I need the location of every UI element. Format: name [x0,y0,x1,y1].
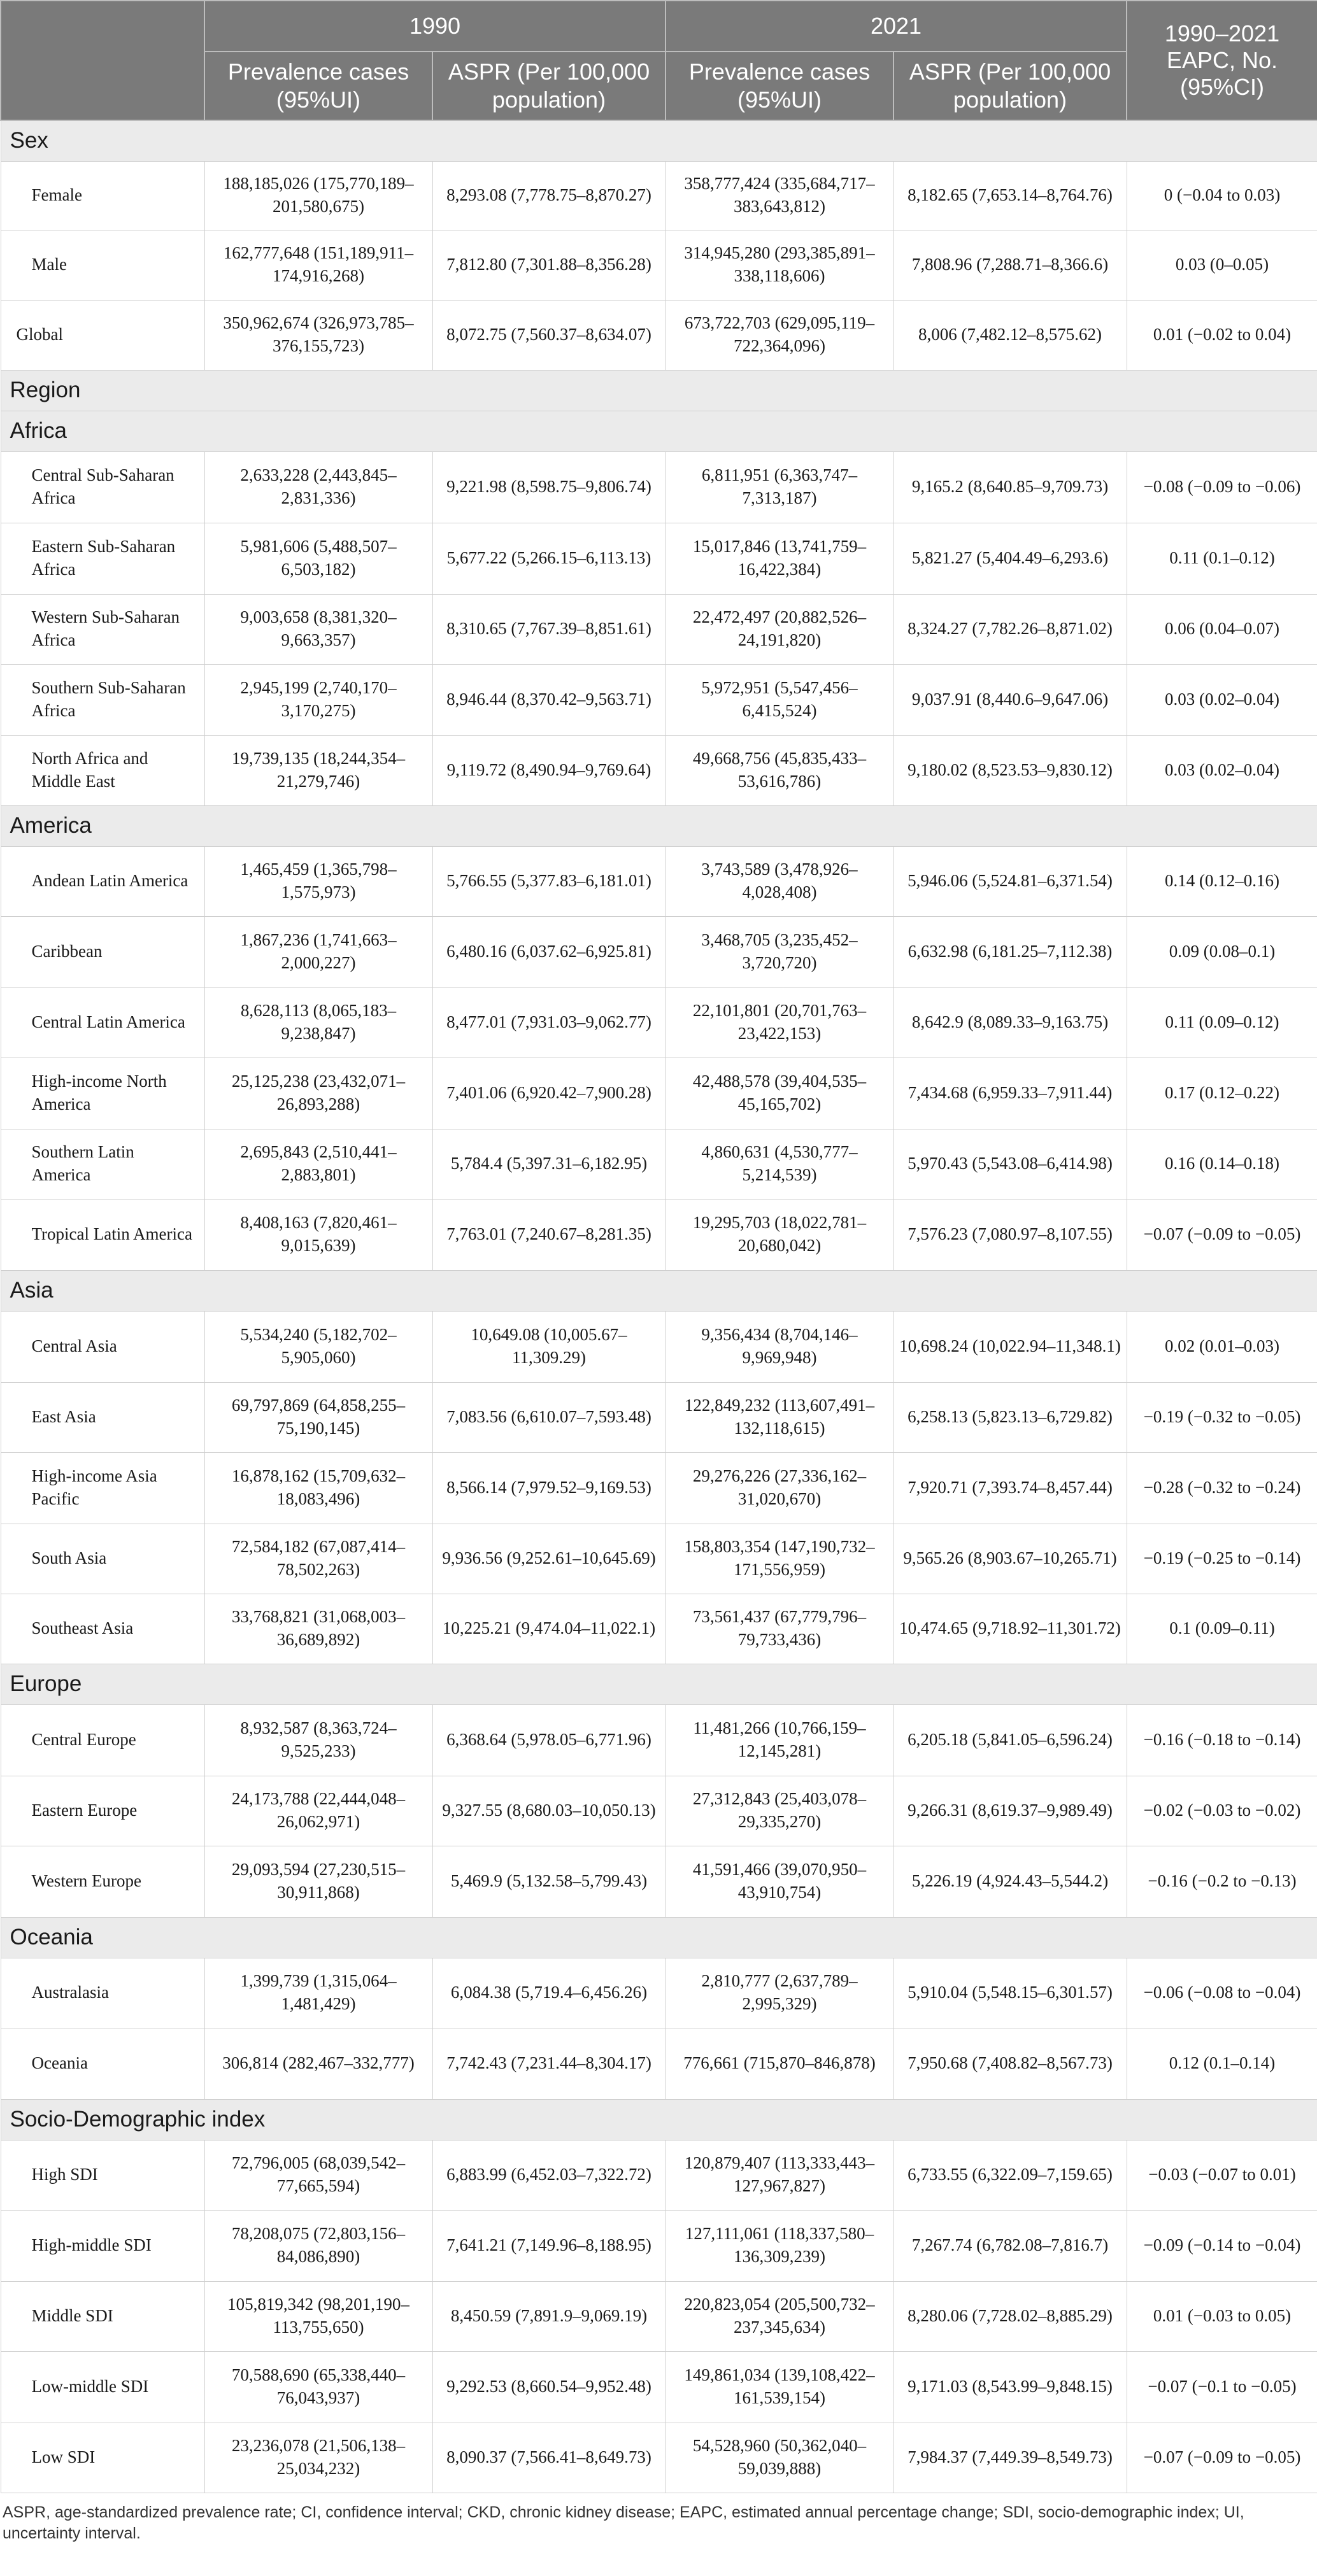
eapc-cell: −0.09 (−0.14 to −0.04) [1127,2210,1317,2281]
prevalence-1990-cell: 350,962,674 (326,973,785–376,155,723) [204,300,432,370]
aspr-2021-cell: 7,576.23 (7,080.97–8,107.55) [893,1199,1127,1270]
aspr-1990-cell: 10,649.08 (10,005.67–11,309.29) [432,1311,666,1382]
prevalence-2021-cell: 673,722,703 (629,095,119–722,364,096) [666,300,893,370]
table-row [1,300,1317,370]
aspr-2021-cell: 5,970.43 (5,543.08–6,414.98) [893,1129,1127,1199]
table-row [1,230,1317,300]
prevalence-1990-cell: 1,465,459 (1,365,798–1,575,973) [204,846,432,916]
eapc-cell: −0.07 (−0.1 to −0.05) [1127,2351,1317,2423]
aspr-1990-cell: 8,450.59 (7,891.9–9,069.19) [432,2281,666,2351]
prevalence-2021-cell: 776,661 (715,870–846,878) [666,2028,893,2099]
section-title: Oceania [1,1917,1317,1958]
prevalence-1990-cell: 70,588,690 (65,338,440–76,043,937) [204,2351,432,2423]
eapc-cell: 0.09 (0.08–0.1) [1127,916,1317,987]
aspr-2021-cell: 9,565.26 (8,903.67–10,265.71) [893,1524,1127,1594]
table-row [1,2028,1317,2099]
table-row [1,1524,1317,1594]
aspr-2021-cell: 6,205.18 (5,841.05–6,596.24) [893,1704,1127,1776]
table-row [1,987,1317,1058]
table-row [1,916,1317,987]
aspr-2021-cell: 8,182.65 (7,653.14–8,764.76) [893,161,1127,230]
prevalence-2021-cell: 49,668,756 (45,835,433–53,616,786) [666,735,893,805]
header-year-1990: 1990 [204,1,666,52]
row-label: Western Sub-Saharan Africa [1,594,204,664]
prevalence-2021-cell: 314,945,280 (293,385,891–338,118,606) [666,230,893,300]
aspr-1990-cell: 9,936.56 (9,252.61–10,645.69) [432,1524,666,1594]
prevalence-2021-cell: 54,528,960 (50,362,040–59,039,888) [666,2423,893,2493]
eapc-cell: 0 (−0.04 to 0.03) [1127,161,1317,230]
prevalence-2021-cell: 2,810,777 (2,637,789–2,995,329) [666,1958,893,2028]
row-label: Low-middle SDI [1,2351,204,2423]
eapc-cell: −0.19 (−0.25 to −0.14) [1127,1524,1317,1594]
aspr-1990-cell: 5,766.55 (5,377.83–6,181.01) [432,846,666,916]
table-row [1,1594,1317,1664]
eapc-cell: −0.28 (−0.32 to −0.24) [1127,1452,1317,1524]
aspr-2021-cell: 9,171.03 (8,543.99–9,848.15) [893,2351,1127,2423]
row-label: East Asia [1,1382,204,1452]
aspr-2021-cell: 5,946.06 (5,524.81–6,371.54) [893,846,1127,916]
prevalence-2021-cell: 158,803,354 (147,190,732–171,556,959) [666,1524,893,1594]
row-label: South Asia [1,1524,204,1594]
table-footnote: ASPR, age-standardized prevalence rate; CI, confidence interval; CKD, chronic kidney disease; EAPC, estimated annual percentage change; SDI, socio-demographic index; UI, uncertainty interval. [3,2503,1244,2542]
aspr-2021-cell: 6,733.55 (6,322.09–7,159.65) [893,2140,1127,2210]
prevalence-2021-cell: 4,860,631 (4,530,777–5,214,539) [666,1129,893,1199]
aspr-1990-cell: 6,368.64 (5,978.05–6,771.96) [432,1704,666,1776]
table-row [1,1382,1317,1452]
table-row [1,1199,1317,1270]
aspr-2021-cell: 6,258.13 (5,823.13–6,729.82) [893,1382,1127,1452]
section-header-row [1,120,1317,161]
section-title: Asia [1,1270,1317,1311]
section-header-row [1,1270,1317,1311]
prevalence-1990-cell: 5,981,606 (5,488,507–6,503,182) [204,523,432,594]
row-label: Southern Latin America [1,1129,204,1199]
aspr-2021-cell: 9,165.2 (8,640.85–9,709.73) [893,451,1127,523]
row-label: Tropical Latin America [1,1199,204,1270]
row-label: Southern Sub-Saharan Africa [1,664,204,735]
prevalence-2021-cell: 149,861,034 (139,108,422–161,539,154) [666,2351,893,2423]
eapc-cell: 0.16 (0.14–0.18) [1127,1129,1317,1199]
eapc-cell: 0.17 (0.12–0.22) [1127,1058,1317,1129]
table-row [1,451,1317,523]
prevalence-1990-cell: 16,878,162 (15,709,632–18,083,496) [204,1452,432,1524]
prevalence-1990-cell: 25,125,238 (23,432,071–26,893,288) [204,1058,432,1129]
row-label: Caribbean [1,916,204,987]
section-header-row [1,2099,1317,2140]
header-year-2021: 2021 [666,1,1127,52]
prevalence-1990-cell: 8,408,163 (7,820,461–9,015,639) [204,1199,432,1270]
prevalence-2021-cell: 9,356,434 (8,704,146–9,969,948) [666,1311,893,1382]
table-row [1,664,1317,735]
table-row [1,1776,1317,1846]
aspr-1990-cell: 10,225.21 (9,474.04–11,022.1) [432,1594,666,1664]
section-header-row [1,1917,1317,1958]
header-prevalence-2021: Prevalence cases (95%UI) [666,52,893,120]
table-row [1,1704,1317,1776]
eapc-cell: 0.1 (0.09–0.11) [1127,1594,1317,1664]
aspr-2021-cell: 8,280.06 (7,728.02–8,885.29) [893,2281,1127,2351]
row-label: Southeast Asia [1,1594,204,1664]
prevalence-2021-cell: 27,312,843 (25,403,078–29,335,270) [666,1776,893,1846]
prevalence-2021-cell: 15,017,846 (13,741,759–16,422,384) [666,523,893,594]
eapc-cell: 0.01 (−0.03 to 0.05) [1127,2281,1317,2351]
aspr-2021-cell: 5,910.04 (5,548.15–6,301.57) [893,1958,1127,2028]
aspr-2021-cell: 8,006 (7,482.12–8,575.62) [893,300,1127,370]
header-corner [1,1,204,120]
aspr-1990-cell: 8,310.65 (7,767.39–8,851.61) [432,594,666,664]
prevalence-2021-cell: 122,849,232 (113,607,491–132,118,615) [666,1382,893,1452]
eapc-cell: 0.01 (−0.02 to 0.04) [1127,300,1317,370]
table-row [1,1311,1317,1382]
eapc-cell: 0.03 (0.02–0.04) [1127,735,1317,805]
eapc-cell: 0.12 (0.1–0.14) [1127,2028,1317,2099]
aspr-1990-cell: 9,327.55 (8,680.03–10,050.13) [432,1776,666,1846]
row-label: Female [1,161,204,230]
row-label: Middle SDI [1,2281,204,2351]
table-header [1,1,1317,120]
prevalence-1990-cell: 23,236,078 (21,506,138–25,034,232) [204,2423,432,2493]
table-row [1,2281,1317,2351]
section-title: Sex [1,120,1317,161]
header-eapc: 1990–2021 EAPC, No. (95%CI) [1127,1,1317,120]
eapc-cell: 0.11 (0.09–0.12) [1127,987,1317,1058]
aspr-2021-cell: 9,037.91 (8,440.6–9,647.06) [893,664,1127,735]
row-label: Andean Latin America [1,846,204,916]
eapc-cell: −0.07 (−0.09 to −0.05) [1127,2423,1317,2493]
row-label: High-income Asia Pacific [1,1452,204,1524]
table-row [1,1846,1317,1917]
row-label: High-middle SDI [1,2210,204,2281]
eapc-cell: 0.14 (0.12–0.16) [1127,846,1317,916]
prevalence-1990-cell: 9,003,658 (8,381,320–9,663,357) [204,594,432,664]
eapc-cell: −0.16 (−0.2 to −0.13) [1127,1846,1317,1917]
header-aspr-2021: ASPR (Per 100,000 population) [893,52,1127,120]
aspr-2021-cell: 9,266.31 (8,619.37–9,989.49) [893,1776,1127,1846]
prevalence-1990-cell: 69,797,869 (64,858,255–75,190,145) [204,1382,432,1452]
eapc-cell: −0.07 (−0.09 to −0.05) [1127,1199,1317,1270]
prevalence-1990-cell: 29,093,594 (27,230,515–30,911,868) [204,1846,432,1917]
prevalence-1990-cell: 72,584,182 (67,087,414–78,502,263) [204,1524,432,1594]
prevalence-2021-cell: 29,276,226 (27,336,162–31,020,670) [666,1452,893,1524]
aspr-1990-cell: 7,742.43 (7,231.44–8,304.17) [432,2028,666,2099]
prevalence-1990-cell: 162,777,648 (151,189,911–174,916,268) [204,230,432,300]
aspr-1990-cell: 6,084.38 (5,719.4–6,456.26) [432,1958,666,2028]
eapc-cell: −0.16 (−0.18 to −0.14) [1127,1704,1317,1776]
prevalence-2021-cell: 358,777,424 (335,684,717–383,643,812) [666,161,893,230]
row-label: Central Europe [1,1704,204,1776]
prevalence-2021-cell: 5,972,951 (5,547,456–6,415,524) [666,664,893,735]
prevalence-2021-cell: 6,811,951 (6,363,747–7,313,187) [666,451,893,523]
aspr-1990-cell: 7,812.80 (7,301.88–8,356.28) [432,230,666,300]
table-body [1,120,1317,2493]
aspr-1990-cell: 9,221.98 (8,598.75–9,806.74) [432,451,666,523]
aspr-2021-cell: 7,267.74 (6,782.08–7,816.7) [893,2210,1127,2281]
table-row [1,523,1317,594]
prevalence-2021-cell: 19,295,703 (18,022,781–20,680,042) [666,1199,893,1270]
aspr-2021-cell: 5,226.19 (4,924.43–5,544.2) [893,1846,1127,1917]
row-label: Global [1,300,204,370]
table-row [1,1452,1317,1524]
table-row [1,846,1317,916]
eapc-cell: 0.06 (0.04–0.07) [1127,594,1317,664]
section-header-row [1,370,1317,411]
prevalence-2021-cell: 41,591,466 (39,070,950–43,910,754) [666,1846,893,1917]
row-label: High-income North America [1,1058,204,1129]
prevalence-2021-cell: 73,561,437 (67,779,796–79,733,436) [666,1594,893,1664]
prevalence-1990-cell: 33,768,821 (31,068,003–36,689,892) [204,1594,432,1664]
eapc-cell: 0.03 (0–0.05) [1127,230,1317,300]
table-row [1,161,1317,230]
aspr-2021-cell: 7,920.71 (7,393.74–8,457.44) [893,1452,1127,1524]
prevalence-2021-cell: 42,488,578 (39,404,535–45,165,702) [666,1058,893,1129]
eapc-cell: −0.19 (−0.32 to −0.05) [1127,1382,1317,1452]
prevalence-2021-cell: 220,823,054 (205,500,732–237,345,634) [666,2281,893,2351]
eapc-cell: −0.08 (−0.09 to −0.06) [1127,451,1317,523]
row-label: Eastern Sub-Saharan Africa [1,523,204,594]
row-label: Central Latin America [1,987,204,1058]
aspr-2021-cell: 7,984.37 (7,449.39–8,549.73) [893,2423,1127,2493]
row-label: North Africa and Middle East [1,735,204,805]
table-row [1,735,1317,805]
row-label: Western Europe [1,1846,204,1917]
aspr-1990-cell: 8,946.44 (8,370.42–9,563.71) [432,664,666,735]
row-label: Central Sub-Saharan Africa [1,451,204,523]
section-header-row [1,1664,1317,1704]
eapc-cell: 0.02 (0.01–0.03) [1127,1311,1317,1382]
prevalence-1990-cell: 5,534,240 (5,182,702–5,905,060) [204,1311,432,1382]
aspr-1990-cell: 8,566.14 (7,979.52–9,169.53) [432,1452,666,1524]
table-row [1,2210,1317,2281]
aspr-1990-cell: 8,477.01 (7,931.03–9,062.77) [432,987,666,1058]
prevalence-2021-cell: 11,481,266 (10,766,159–12,145,281) [666,1704,893,1776]
prevalence-1990-cell: 8,628,113 (8,065,183–9,238,847) [204,987,432,1058]
aspr-1990-cell: 5,784.4 (5,397.31–6,182.95) [432,1129,666,1199]
section-title: America [1,805,1317,846]
table-row [1,594,1317,664]
prevalence-1990-cell: 72,796,005 (68,039,542–77,665,594) [204,2140,432,2210]
aspr-1990-cell: 5,469.9 (5,132.58–5,799.43) [432,1846,666,1917]
aspr-2021-cell: 8,324.27 (7,782.26–8,871.02) [893,594,1127,664]
prevalence-1990-cell: 1,867,236 (1,741,663–2,000,227) [204,916,432,987]
aspr-2021-cell: 7,950.68 (7,408.82–8,567.73) [893,2028,1127,2099]
prevalence-1990-cell: 78,208,075 (72,803,156–84,086,890) [204,2210,432,2281]
prevalence-1990-cell: 2,695,843 (2,510,441–2,883,801) [204,1129,432,1199]
table-row [1,1958,1317,2028]
table-row [1,1129,1317,1199]
table-row [1,1058,1317,1129]
row-label: Low SDI [1,2423,204,2493]
aspr-2021-cell: 7,434.68 (6,959.33–7,911.44) [893,1058,1127,1129]
prevalence-2021-cell: 22,101,801 (20,701,763–23,422,153) [666,987,893,1058]
aspr-1990-cell: 7,763.01 (7,240.67–8,281.35) [432,1199,666,1270]
eapc-cell: −0.03 (−0.07 to 0.01) [1127,2140,1317,2210]
table-row [1,2140,1317,2210]
aspr-1990-cell: 8,072.75 (7,560.37–8,634.07) [432,300,666,370]
row-label: Australasia [1,1958,204,2028]
prevalence-1990-cell: 8,932,587 (8,363,724–9,525,233) [204,1704,432,1776]
aspr-1990-cell: 6,480.16 (6,037.62–6,925.81) [432,916,666,987]
prevalence-2021-cell: 120,879,407 (113,333,443–127,967,827) [666,2140,893,2210]
row-label: Eastern Europe [1,1776,204,1846]
prevalence-2021-cell: 3,743,589 (3,478,926–4,028,408) [666,846,893,916]
aspr-2021-cell: 10,474.65 (9,718.92–11,301.72) [893,1594,1127,1664]
aspr-2021-cell: 7,808.96 (7,288.71–8,366.6) [893,230,1127,300]
prevalence-1990-cell: 2,633,228 (2,443,845–2,831,336) [204,451,432,523]
header-prevalence-1990: Prevalence cases (95%UI) [204,52,432,120]
aspr-1990-cell: 8,090.37 (7,566.41–8,649.73) [432,2423,666,2493]
aspr-2021-cell: 6,632.98 (6,181.25–7,112.38) [893,916,1127,987]
aspr-2021-cell: 5,821.27 (5,404.49–6,293.6) [893,523,1127,594]
row-label: Oceania [1,2028,204,2099]
row-label: Male [1,230,204,300]
section-title: Socio-Demographic index [1,2099,1317,2140]
aspr-1990-cell: 6,883.99 (6,452.03–7,322.72) [432,2140,666,2210]
section-header-row [1,411,1317,451]
aspr-1990-cell: 9,119.72 (8,490.94–9,769.64) [432,735,666,805]
table-row [1,2423,1317,2493]
aspr-2021-cell: 8,642.9 (8,089.33–9,163.75) [893,987,1127,1058]
eapc-cell: −0.06 (−0.08 to −0.04) [1127,1958,1317,2028]
prevalence-1990-cell: 188,185,026 (175,770,189–201,580,675) [204,161,432,230]
row-label: High SDI [1,2140,204,2210]
prevalence-2021-cell: 3,468,705 (3,235,452–3,720,720) [666,916,893,987]
eapc-cell: −0.02 (−0.03 to −0.02) [1127,1776,1317,1846]
aspr-1990-cell: 5,677.22 (5,266.15–6,113.13) [432,523,666,594]
header-aspr-1990: ASPR (Per 100,000 population) [432,52,666,120]
section-title: Europe [1,1664,1317,1704]
prevalence-2021-cell: 127,111,061 (118,337,580–136,309,239) [666,2210,893,2281]
table-row [1,2351,1317,2423]
prevalence-1990-cell: 1,399,739 (1,315,064–1,481,429) [204,1958,432,2028]
prevalence-2021-cell: 22,472,497 (20,882,526–24,191,820) [666,594,893,664]
row-label: Central Asia [1,1311,204,1382]
section-header-row [1,805,1317,846]
prevalence-1990-cell: 24,173,788 (22,444,048–26,062,971) [204,1776,432,1846]
prevalence-1990-cell: 105,819,342 (98,201,190–113,755,650) [204,2281,432,2351]
aspr-2021-cell: 9,180.02 (8,523.53–9,830.12) [893,735,1127,805]
prevalence-1990-cell: 19,739,135 (18,244,354–21,279,746) [204,735,432,805]
section-title: Region [1,370,1317,411]
aspr-1990-cell: 7,083.56 (6,610.07–7,593.48) [432,1382,666,1452]
aspr-2021-cell: 10,698.24 (10,022.94–11,348.1) [893,1311,1127,1382]
aspr-1990-cell: 7,401.06 (6,920.42–7,900.28) [432,1058,666,1129]
aspr-1990-cell: 9,292.53 (8,660.54–9,952.48) [432,2351,666,2423]
prevalence-1990-cell: 306,814 (282,467–332,777) [204,2028,432,2099]
eapc-cell: 0.03 (0.02–0.04) [1127,664,1317,735]
prevalence-1990-cell: 2,945,199 (2,740,170–3,170,275) [204,664,432,735]
eapc-cell: 0.11 (0.1–0.12) [1127,523,1317,594]
aspr-1990-cell: 8,293.08 (7,778.75–8,870.27) [432,161,666,230]
aspr-1990-cell: 7,641.21 (7,149.96–8,188.95) [432,2210,666,2281]
section-title: Africa [1,411,1317,451]
